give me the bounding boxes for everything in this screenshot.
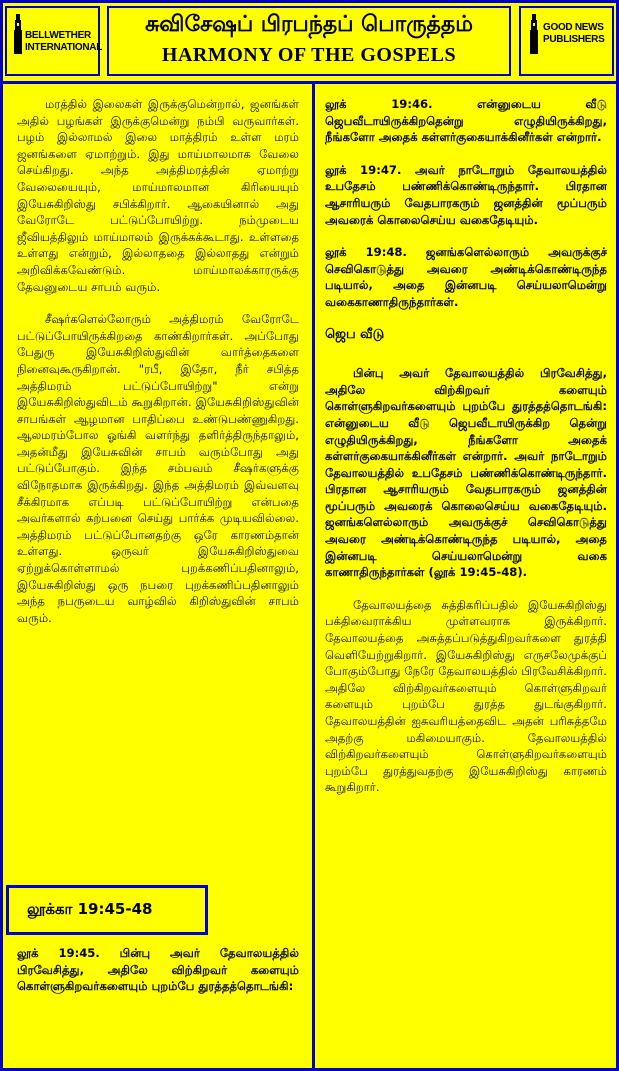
- bellwether-logo: [5, 6, 103, 76]
- tower-icon: [529, 14, 539, 54]
- paragraph: மரத்தில் இலைகள் இருக்குமென்றால், ஜனங்கள் அதில் பழங்கள் இருக்குமென்று நம்பி வருவார்கள். பழம் இல்லாமல் இலை மாத்திரம் உள்ள மரம் ஜனங்களை ஏமாற்றும். இது மாய்மாலமாக வேலை செய்கிறது. அந்த அத்திமரத்தின் ஏமாற்று வேலையையும், மாய்மாலமான கிரியையும் இயேசுகிறிஸ்து சபிக்கிறார். ஆகையினால் அது வேரோடே பட்டுப்போயிற்று. நம்முடைய ஜீவியத்திலும் மாய்மாலம் இருக்கக்கூடாது. உள்ளதை உள்ளது என்றும், இல்லாததை இல்லாதது என்றும் அறிவிக்கவேண்டும். மாய்மாலக்காரருக்கு தேவனுடைய சாபம் வரும்.: [17, 97, 299, 294]
- header: [3, 3, 616, 84]
- logo-text: GOOD NEWS PUBLISHERS: [543, 22, 605, 45]
- page-title-english: HARMONY OF THE GOSPELS: [161, 44, 457, 66]
- right-column: [325, 96, 607, 812]
- title-box: [107, 6, 511, 76]
- logo-text: BELLWETHER INTERNATIONAL: [25, 30, 103, 53]
- good-news-logo: [519, 6, 614, 76]
- verse-paragraph: லூக் 19:47. அவர் நாடோறும் தேவாலயத்தில் உபதேசம் பண்ணிக்கொண்டிருந்தார். பிரதான ஆசாரியரும் வேதபாரகரும் ஜனத்தின் மூப்பரும் அவரைக் கொலைசெய்ய வகைதேடியும்.: [325, 162, 607, 227]
- tower-icon: [13, 14, 23, 54]
- verse-paragraph: லூக் 19:48. ஜனங்களெல்லாரும் அவருக்குச் செவிகொடுத்து அவரை அண்டிக்கொண்டிருந்த படியால், அதை இன்னபடி செய்யலாமென்று வகைகாணாதிருந்தார்கள்.: [325, 245, 607, 309]
- section-heading: லூக்கா 19:45-48: [27, 900, 153, 918]
- subheading: ஜெப வீடு: [325, 326, 385, 342]
- column-divider: [312, 81, 315, 1071]
- paragraph: சீஷர்களெல்லோரும் அத்திமரம் வேரோடே பட்டுப்போயிருக்கிறதை காண்கிறார்கள். அப்போது பேதுரு இயேசுகிறிஸ்துவின் வார்த்தைகளை நினைவுகூருகிறான். "ரபீ, இதோ, நீர் சபித்த அத்திமரம் பட்டுப்போயிற்று" என்று இயேசுகிறிஸ்துவிடம் கூறுகிறான். இயேசுகிறிஸ்துவின் சாபங்கள் ஆழமான பாதிப்பை உண்டுபண்ணுகிறது. ஆலமரம்போல ஓங்கி வளர்ந்து தளிர்த்திருந்தாலும், அதன்மீது இயேசுவின் சாபம் வரும்போது அது பட்டுப்போகும். இந்த சம்பவம் சீஷர்களுக்கு விநோதமாக இருக்கிறது. இந்த அத்திமரம் இவ்வளவு சீக்கிரமாக எப்படி பட்டுப்போயிற்று என்பதை அவர்களால் கற்பனை செய்து பார்க்க முடியவில்லை. அத்திமரம் பட்டுப்போனதற்கு ஒரே காரணம்தான் உள்ளது. ஒருவர் இயேசுகிறிஸ்துவை ஏற்றுக்கொள்ளாமல் புறக்கணிப்பதினாலும், இயேசுகிறிஸ்து ஒரு நபரை புறக்கணிப்பதினாலும் அந்த நபருடைய வாழ்வில் கிறிஸ்துவின் சாபம் வரும்.: [17, 312, 299, 625]
- summary-paragraph: பின்பு அவர் தேவாலயத்தில் பிரவேசித்து, அதிலே விற்கிறவர் களையும் கொள்ளுகிறவர்களையும் புறம்பே துரத்தத்தொடங்கி: என்னுடைய வீடு ஜெபவீடாயிருக்கிற தென்று எழுதியிருக்கிறது, நீங்களோ அதைக் கள்ளர்குகையாக்கினீர்கள் என்றார். அவர் நாடோறும் தேவாலயத்தில் உபதேசம் பண்ணிக்கொண்டிருந்தார். பிரதான ஆசாரியரும் வேதபாரகரும் ஜனத்தின் மூப்பரும் அவரைக் கொலைசெய்ய வகைதேடியும். ஜனங்களெல்லாரும் அவருக்குச் செவிகொடுத்து அவரை அண்டிக்கொண்டிருந்த படியால், அதை இன்னபடி செய்யலாமென்று வகை காணாதிருந்தார்கள் (லூக் 19:45-48).: [325, 366, 607, 580]
- page-title-tamil: சுவிசேஷப் பிரபந்தப் பொருத்தம்: [145, 12, 473, 37]
- commentary-paragraph: தேவாலயத்தை சுத்திகரிப்பதில் இயேசுகிறிஸ்து பக்திவைராக்கிய முள்ளவராக இருக்கிறார். தேவாலயத்தை அசுத்தப்படுத்துகிறவர்களை துரத்தி வெளியேற்றுகிறார். இயேசுகிறிஸ்து எருசலேமுக்குப் போகும்போது நேரே தேவாலயத்தில் பிரவேசிக்கிறார். அதிலே விற்கிறவர்களையும் கொள்ளுகிறவர் களையும் புறம்பே துரத்த துடங்குகிறார். தேவாலயத்தின் ஐசுவரியத்தைவிட அதன் பரிசுத்தமே அதற்கு மகிமையாகும். தேவாலயத்தில் விற்கிறவர்களையும் கொள்ளுகிறவர்களையும் புறம்பே துரத்துவதற்கு இயேசுகிறிஸ்து காரணம் கூறுகிறார்.: [325, 597, 607, 795]
- verse-paragraph: லூக் 19:46. என்னுடைய வீடு ஜெபவீடாயிருக்கிறதென்று எழுதியிருக்கிறது, நீங்களோ அதைக் கள்ளர்குகையாக்கினீர்கள் என்றார்.: [325, 97, 607, 145]
- left-column: [17, 96, 299, 642]
- verse-paragraph: லூக் 19:45. பின்பு அவர் தேவாலயத்தில் பிரவேசித்து, அதிலே விற்கிறவர் களையும் கொள்ளுகிறவர்களையும் புறம்பே துரத்தத்தொடங்கி:: [17, 946, 299, 994]
- section-heading-box: [6, 885, 208, 935]
- left-column-verse: [17, 945, 299, 1011]
